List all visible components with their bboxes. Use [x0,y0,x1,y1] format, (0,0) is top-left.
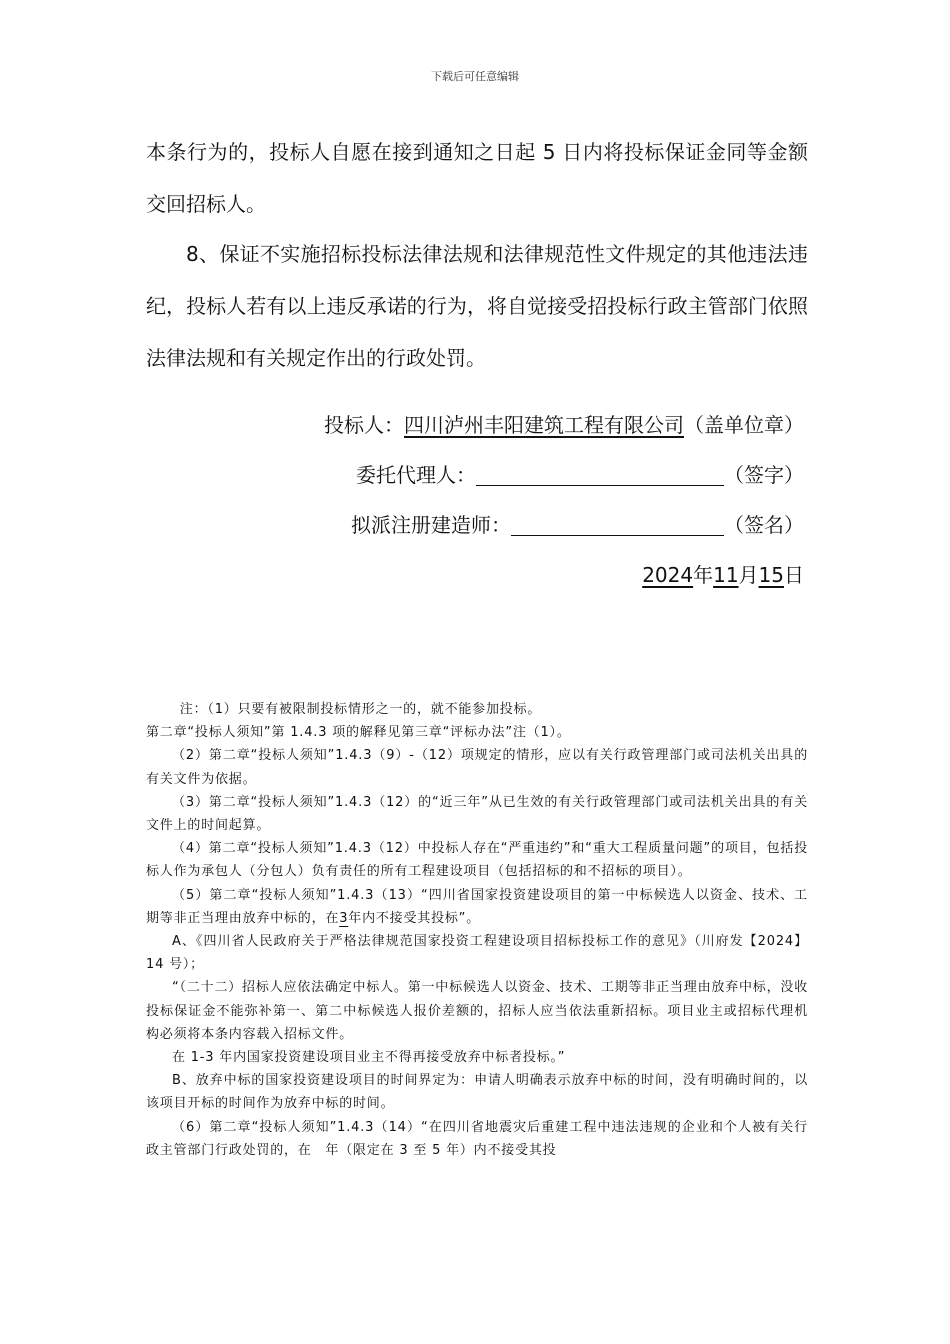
note-5-tail: 年内不接受其投标”。 [348,910,481,926]
builder-label: 拟派注册建造师： [351,513,511,537]
date-year: 2024 [642,563,694,587]
commitment-paragraph-7-tail: 本条行为的，投标人自愿在接到通知之日起 5 日内将投标保证金同等金额交回招标人。 [146,140,808,216]
agent-sign-note: （签字） [724,463,804,487]
commitment-paragraph-8: 8、保证不实施招标投标法律法规和法律规范性文件规定的其他违法违纪，投标人若有以上违反承诺的行为，将自觉接受招投标行政主管部门依照法律法规和有关规定作出的行政处罚。 [146,242,808,370]
date-line [642,560,804,590]
date-month-unit: 月 [738,563,759,587]
bidder-line [324,410,804,440]
note-5-item-a: A、《四川省人民政府关于严格法律规范国家投资工程建设项目招标投标工作的意见》（川府发【2024】14 号）； [146,934,808,973]
note-5-text: （5）第二章“投标人须知”1.4.3（13）“四川省国家投资建设项目的第一中标候选人以资金、技术、工期等非正当理由放弃中标的，在 [146,887,808,926]
note-intro: 注：（1）只要有被限制投标情形之一的，就不能参加投标。 [179,702,542,717]
date-day: 15 [758,563,784,587]
note-6: （6）第二章“投标人须知”1.4.3（14）“在四川省地震灾后重建工程中违法违规的企业和个人被有关行政主管部门行政处罚的，在 年（限定在 3 至 5 年）内不接受其投 [146,1119,808,1158]
page-header: 下载后可任意编辑 [431,70,519,83]
builder-sign-note: （签名） [724,513,804,537]
note-3: （3）第二章“投标人须知”1.4.3（12）的“近三年”从已生效的有关行政管理部门或司法机关出具的有关文件上的时间起算。 [146,794,808,834]
bidder-label: 投标人： [324,413,404,437]
agent-label: 委托代理人： [356,463,476,487]
note-5-years: 3 [339,910,349,926]
note-5-quote: “（二十二）招标人应依法确定中标人。第一中标候选人以资金、技术、工期等非正当理由放弃中标，没收投标保证金不能弥补第一、第二中标候选人报价差额的，招标人应当依法重新招标。项目业主或招标代理机构必须将本条内容载入招标文件。 [146,980,808,1042]
date-month: 11 [713,563,739,587]
builder-line [351,510,804,540]
notes-section [146,698,808,1162]
bidder-name: 四川泸州丰阳建筑工程有限公司 [404,413,684,437]
agent-line [356,460,804,490]
agent-signature-blank [476,463,724,486]
builder-signature-blank [511,513,724,536]
date-day-unit: 日 [784,563,804,587]
note-5-item-b: B、放弃中标的国家投资建设项目的时间界定为：申请人明确表示放弃中标的时间，没有明确时间的，以该项目开标的时间作为放弃中标的时间。 [146,1073,808,1112]
note-1-reference: 第二章“投标人须知”第 1.4.3 项的解释见第三章“评标办法”注（1）。 [146,725,571,741]
date-year-unit: 年 [693,563,714,587]
note-5-quote-end: 在 1-3 年内国家投资建设项目业主不得再接受放弃中标者投标。” [172,1050,566,1066]
note-5 [146,884,808,930]
bidder-seal-note: （盖单位章） [684,413,804,437]
note-4: （4）第二章“投标人须知”1.4.3（12）中投标人存在“严重违约”和“重大工程质量问题”的项目，包括投标人作为承包人（分包人）负有责任的所有工程建设项目（包括招标的和不招标的项目）。 [146,841,808,880]
note-2: （2）第二章“投标人须知”1.4.3（9）-（12）项规定的情形，应以有关行政管理部门或司法机关出具的有关文件为依据。 [146,748,808,787]
